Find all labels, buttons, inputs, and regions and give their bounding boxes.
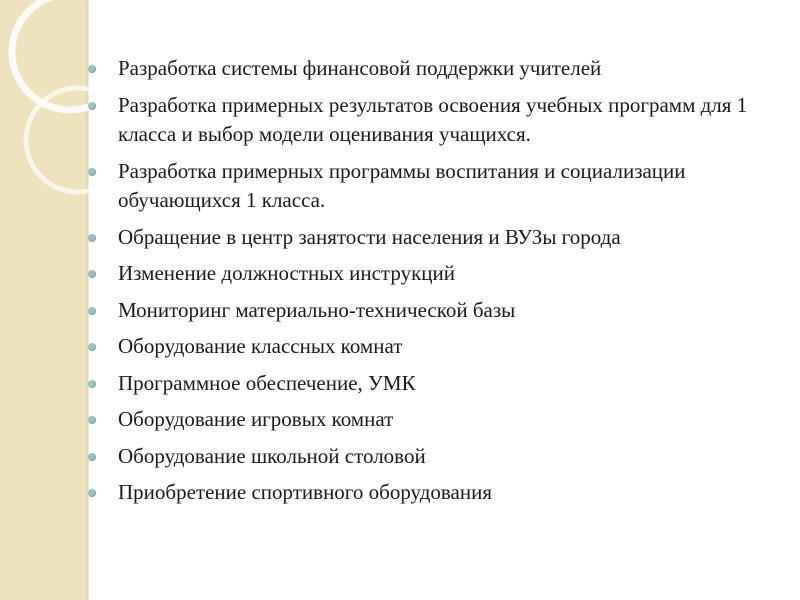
bullet-text: Разработка примерных результатов освоения учебных программ для 1 класса и выбор модели оценивания учащихся. bbox=[118, 92, 748, 146]
bullet-item bbox=[86, 54, 776, 84]
bullet-item bbox=[86, 223, 776, 253]
bullet-dot-icon bbox=[88, 343, 96, 351]
bullet-text: Приобретение спортивного оборудования bbox=[118, 480, 493, 504]
bullet-dot-icon bbox=[88, 416, 96, 424]
bullet-text: Мониторинг материально-технической базы bbox=[118, 297, 516, 322]
bullet-text: Оборудование игровых комнат bbox=[118, 407, 394, 431]
bullet-dot-icon bbox=[88, 234, 96, 242]
bullet-text: Оборудование школьной столовой bbox=[118, 443, 426, 468]
bullet-item bbox=[86, 405, 776, 435]
bullet-text: Разработка примерных программы воспитания и социализации обучающихся 1 класса. bbox=[118, 158, 686, 212]
slide-content bbox=[86, 54, 776, 515]
bullet-item bbox=[86, 332, 776, 362]
bullet-dot-icon bbox=[88, 65, 96, 73]
bullet-list bbox=[86, 54, 776, 508]
bullet-item bbox=[86, 91, 776, 150]
bullet-text: Программное обеспечение, УМК bbox=[118, 370, 416, 395]
bullet-text: Обращение в центр занятости населения и ВУЗы города bbox=[118, 224, 621, 249]
bullet-item bbox=[86, 157, 776, 216]
bullet-dot-icon bbox=[88, 380, 96, 388]
bullet-dot-icon bbox=[88, 489, 96, 497]
bullet-text: Изменение должностных инструкций bbox=[118, 261, 456, 285]
bullet-item bbox=[86, 478, 776, 508]
bullet-dot-icon bbox=[88, 453, 96, 461]
bullet-dot-icon bbox=[88, 102, 96, 110]
bullet-text: Оборудование классных комнат bbox=[118, 334, 403, 358]
bullet-item bbox=[86, 369, 776, 399]
bullet-item bbox=[86, 296, 776, 326]
bullet-dot-icon bbox=[88, 270, 96, 278]
bullet-dot-icon bbox=[88, 168, 96, 176]
bullet-item bbox=[86, 442, 776, 472]
bullet-text: Разработка системы финансовой поддержки учителей bbox=[118, 56, 602, 80]
bullet-item bbox=[86, 259, 776, 289]
bullet-dot-icon bbox=[88, 307, 96, 315]
